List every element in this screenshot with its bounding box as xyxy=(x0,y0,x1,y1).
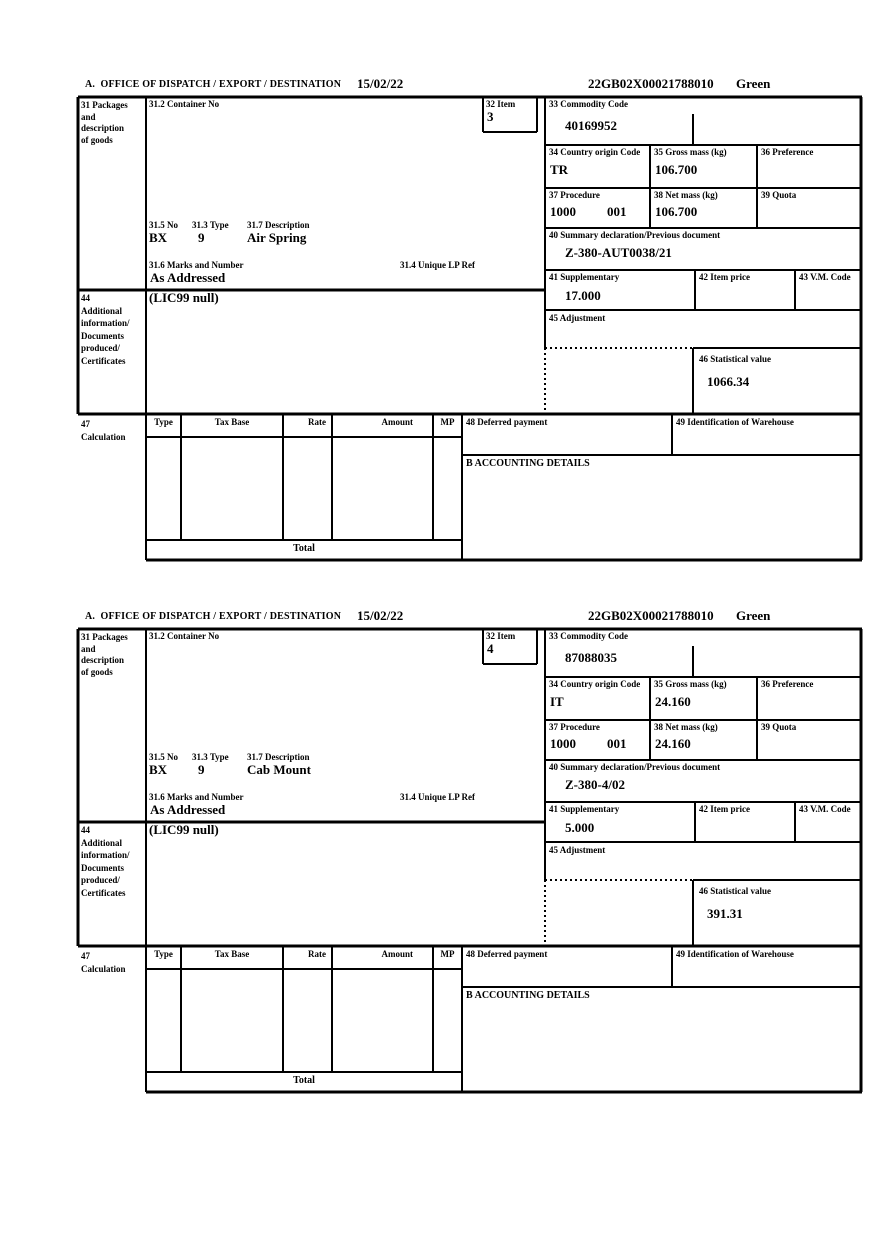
box47-calculation-label: 47 Calculation xyxy=(81,419,126,442)
commodity-code-label: 33 Commodity Code xyxy=(549,99,628,109)
office-of-dispatch-label: A. OFFICE OF DISPATCH / EXPORT / DESTINATION xyxy=(85,611,342,622)
gross-mass-value: 24.160 xyxy=(655,694,691,709)
item-label: 32 Item xyxy=(486,99,516,109)
additional-information-value: (LIC99 null) xyxy=(149,822,219,837)
country-origin-label: 34 Country origin Code xyxy=(549,147,641,157)
package-no-label: 31.5 No xyxy=(149,752,178,762)
procedure-code2-value: 001 xyxy=(607,736,627,751)
declaration-date: 15/02/22 xyxy=(357,76,404,91)
net-mass-value: 106.700 xyxy=(655,204,698,219)
item-price-label: 42 Item price xyxy=(699,272,750,282)
procedure-label: 37 Procedure xyxy=(549,722,600,732)
marks-number-label: 31.6 Marks and Number xyxy=(149,260,244,270)
supplementary-value: 17.000 xyxy=(565,288,601,303)
quota-label: 39 Quota xyxy=(761,190,797,200)
net-mass-value: 24.160 xyxy=(655,736,691,751)
declaration-date: 15/02/22 xyxy=(357,608,404,623)
statistical-value-label: 46 Statistical value xyxy=(699,886,771,896)
adjustment-label: 45 Adjustment xyxy=(549,845,606,855)
calc-header-rate: Rate xyxy=(308,417,326,427)
mrn-number: 22GB02X00021788010 xyxy=(588,76,714,91)
box44-additional-info-label: 44 Additional information/ Documents produced/ Certificates xyxy=(81,293,130,366)
vm-code-label: 43 V.M. Code xyxy=(799,804,851,814)
vm-code-label: 43 V.M. Code xyxy=(799,272,851,282)
package-type-label: 31.3 Type xyxy=(192,752,229,762)
goods-description-value: Air Spring xyxy=(247,230,307,245)
calc-header-type: Type xyxy=(154,417,173,427)
accounting-details-label: B ACCOUNTING DETAILS xyxy=(466,990,590,1001)
goods-description-value: Cab Mount xyxy=(247,762,311,777)
country-origin-value: TR xyxy=(550,162,569,177)
mrn-number: 22GB02X00021788010 xyxy=(588,608,714,623)
preference-label: 36 Preference xyxy=(761,147,814,157)
additional-information-value: (LIC99 null) xyxy=(149,290,219,305)
supplementary-label: 41 Supplementary xyxy=(549,272,620,282)
procedure-code2-value: 001 xyxy=(607,204,627,219)
item-number-value: 4 xyxy=(487,641,494,656)
container-no-label: 31.2 Container No xyxy=(149,631,220,641)
supplementary-label: 41 Supplementary xyxy=(549,804,620,814)
package-type-value: 9 xyxy=(198,762,205,777)
statistical-value: 391.31 xyxy=(707,906,743,921)
package-type-value: 9 xyxy=(198,230,205,245)
container-no-label: 31.2 Container No xyxy=(149,99,220,109)
previous-document-value: Z-380-AUT0038/21 xyxy=(565,245,672,260)
quota-label: 39 Quota xyxy=(761,722,797,732)
item-price-label: 42 Item price xyxy=(699,804,750,814)
procedure-label: 37 Procedure xyxy=(549,190,600,200)
package-no-value: BX xyxy=(149,762,168,777)
accounting-details-label: B ACCOUNTING DETAILS xyxy=(466,458,590,469)
previous-document-value: Z-380-4/02 xyxy=(565,777,625,792)
net-mass-label: 38 Net mass (kg) xyxy=(654,722,718,732)
gross-mass-label: 35 Gross mass (kg) xyxy=(654,147,727,157)
procedure-code-value: 1000 xyxy=(550,736,576,751)
box31-packages-label: 31 Packages and description of goods xyxy=(81,100,128,145)
summary-declaration-label: 40 Summary declaration/Previous document xyxy=(549,762,721,772)
procedure-code-value: 1000 xyxy=(550,204,576,219)
declaration-item-block-2 xyxy=(0,532,882,1098)
commodity-code-label: 33 Commodity Code xyxy=(549,631,628,641)
country-origin-label: 34 Country origin Code xyxy=(549,679,641,689)
gross-mass-value: 106.700 xyxy=(655,162,698,177)
calc-header-mp: MP xyxy=(440,417,455,427)
description-label: 31.7 Description xyxy=(247,220,310,230)
marks-number-value: As Addressed xyxy=(150,802,226,817)
calc-header-amount: Amount xyxy=(381,949,413,959)
marks-number-label: 31.6 Marks and Number xyxy=(149,792,244,802)
net-mass-label: 38 Net mass (kg) xyxy=(654,190,718,200)
box47-calculation-label: 47 Calculation xyxy=(81,951,126,974)
total-label: Total xyxy=(293,1075,315,1086)
calc-header-mp: MP xyxy=(440,949,455,959)
preference-label: 36 Preference xyxy=(761,679,814,689)
commodity-code-value: 87088035 xyxy=(565,650,617,665)
office-of-dispatch-label: A. OFFICE OF DISPATCH / EXPORT / DESTINATION xyxy=(85,79,342,90)
statistical-value-label: 46 Statistical value xyxy=(699,354,771,364)
item-number-value: 3 xyxy=(487,109,494,124)
item-label: 32 Item xyxy=(486,631,516,641)
country-origin-value: IT xyxy=(550,694,564,709)
supplementary-value: 5.000 xyxy=(565,820,595,835)
package-no-label: 31.5 No xyxy=(149,220,178,230)
declaration-item-block-1 xyxy=(0,0,882,566)
package-type-label: 31.3 Type xyxy=(192,220,229,230)
marks-number-value: As Addressed xyxy=(150,270,226,285)
routing-status: Green xyxy=(736,76,771,91)
calc-header-amount: Amount xyxy=(381,417,413,427)
package-no-value: BX xyxy=(149,230,168,245)
deferred-payment-label: 48 Deferred payment xyxy=(466,417,548,427)
adjustment-label: 45 Adjustment xyxy=(549,313,606,323)
total-label: Total xyxy=(293,543,315,554)
summary-declaration-label: 40 Summary declaration/Previous document xyxy=(549,230,721,240)
deferred-payment-label: 48 Deferred payment xyxy=(466,949,548,959)
routing-status: Green xyxy=(736,608,771,623)
unique-lp-ref-label: 31.4 Unique LP Ref xyxy=(400,260,476,270)
box44-additional-info-label: 44 Additional information/ Documents produced/ Certificates xyxy=(81,825,130,898)
calc-header-rate: Rate xyxy=(308,949,326,959)
calc-header-tax-base: Tax Base xyxy=(214,417,250,427)
commodity-code-value: 40169952 xyxy=(565,118,617,133)
box31-packages-label: 31 Packages and description of goods xyxy=(81,632,128,677)
description-label: 31.7 Description xyxy=(247,752,310,762)
warehouse-id-label: 49 Identification of Warehouse xyxy=(676,949,794,959)
gross-mass-label: 35 Gross mass (kg) xyxy=(654,679,727,689)
unique-lp-ref-label: 31.4 Unique LP Ref xyxy=(400,792,476,802)
warehouse-id-label: 49 Identification of Warehouse xyxy=(676,417,794,427)
calc-header-tax-base: Tax Base xyxy=(214,949,250,959)
statistical-value: 1066.34 xyxy=(707,374,750,389)
calc-header-type: Type xyxy=(154,949,173,959)
